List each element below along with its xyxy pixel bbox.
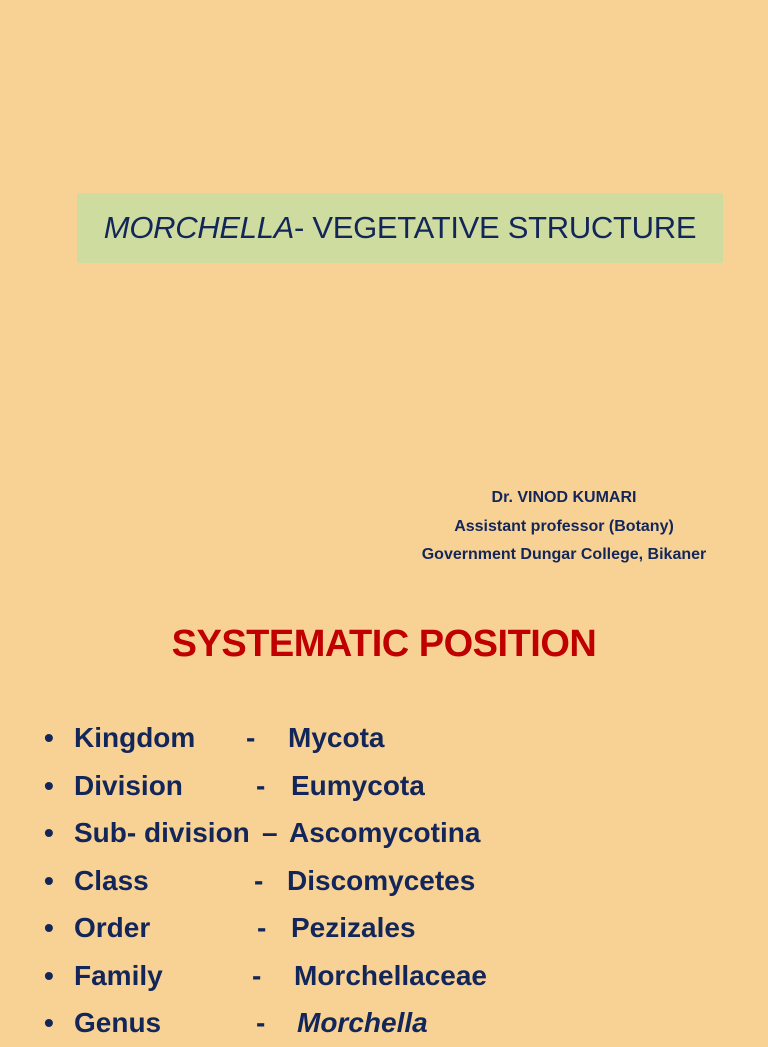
author-name: Dr. VINOD KUMARI xyxy=(491,489,637,506)
taxonomy-separator: - xyxy=(252,959,262,991)
bullet-icon: • xyxy=(44,959,54,991)
taxonomy-separator: - xyxy=(246,722,256,753)
taxonomy-name: Pezizales xyxy=(291,912,416,943)
title-banner xyxy=(77,193,723,263)
taxonomy-name: Mycota xyxy=(288,722,385,753)
taxonomy-item-genus xyxy=(44,999,428,1047)
taxonomy-item-division xyxy=(44,762,425,810)
taxonomy-rank: Sub- division xyxy=(74,817,250,848)
bullet-icon: • xyxy=(44,1007,54,1038)
taxonomy-separator: – xyxy=(262,817,278,848)
title-subject: - VEGETATIVE STRUCTURE xyxy=(294,210,697,245)
bullet-icon: • xyxy=(44,817,54,848)
taxonomy-rank: Order xyxy=(74,912,151,943)
title-genus: MORCHELLA xyxy=(103,210,295,245)
slide-title xyxy=(104,210,696,246)
bullet-icon: • xyxy=(44,912,54,943)
bullet-icon: • xyxy=(44,864,54,896)
taxonomy-separator: - xyxy=(256,1007,266,1038)
taxonomy-name: Discomycetes xyxy=(287,864,476,896)
taxonomy-item-order xyxy=(44,904,416,952)
taxonomy-name: Morchellaceae xyxy=(294,959,487,991)
taxonomy-list xyxy=(44,714,487,1047)
section-heading: SYSTEMATIC POSITION xyxy=(171,623,597,665)
taxonomy-name: Eumycota xyxy=(291,769,425,801)
taxonomy-rank: Family xyxy=(74,959,163,991)
taxonomy-rank: Class xyxy=(74,864,149,896)
bullet-icon: • xyxy=(44,722,54,753)
bullet-icon: • xyxy=(44,769,54,801)
taxonomy-item-family xyxy=(44,952,487,1000)
taxonomy-name: Ascomycotina xyxy=(289,817,481,848)
taxonomy-rank: Kingdom xyxy=(74,722,196,753)
author-position: Assistant professor (Botany) xyxy=(454,517,674,535)
taxonomy-separator: - xyxy=(257,912,267,943)
taxonomy-rank: Genus xyxy=(74,1007,162,1038)
taxonomy-item-subdivision xyxy=(44,809,481,857)
taxonomy-item-kingdom xyxy=(44,714,385,762)
author-block xyxy=(400,484,728,570)
taxonomy-rank: Division xyxy=(74,769,183,801)
author-institution: Government Dungar College, Bikaner xyxy=(421,546,707,563)
taxonomy-separator: - xyxy=(254,864,264,896)
taxonomy-item-class xyxy=(44,857,476,905)
taxonomy-separator: - xyxy=(256,769,266,801)
taxonomy-name: Morchella xyxy=(297,1007,428,1038)
